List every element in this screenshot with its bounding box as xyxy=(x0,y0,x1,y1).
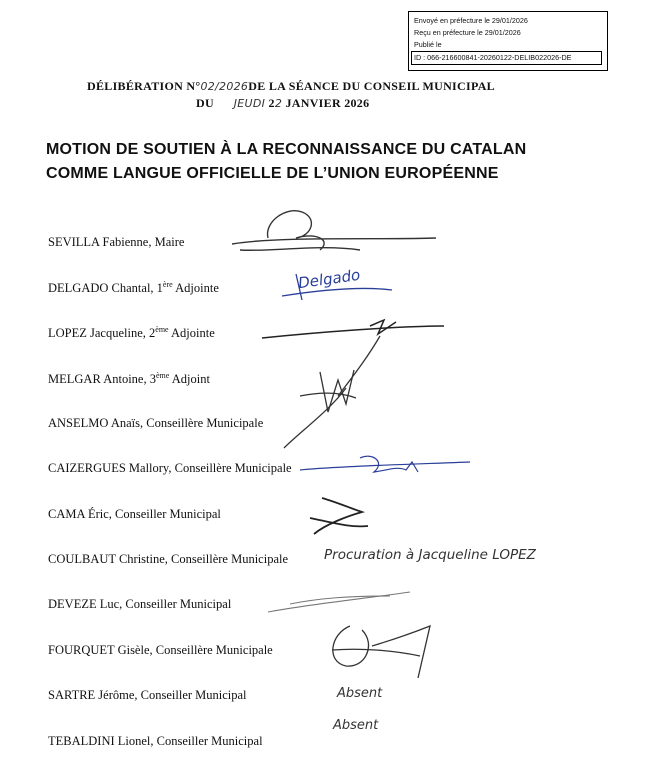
member-name: LOPEZ Jacqueline, 2 xyxy=(48,326,156,341)
signature-lopez xyxy=(262,320,444,338)
member-name: MELGAR Antoine, 3 xyxy=(48,372,156,387)
absent-sartre-note: Absent xyxy=(337,686,383,701)
member-name: DELGADO Chantal, 1 xyxy=(48,281,163,296)
signature-delgado xyxy=(282,274,392,300)
member-name: ANSELMO Anaïs, Conseillère Municipale xyxy=(48,416,264,430)
deliberation-day: JEUDI xyxy=(233,97,266,110)
member-ordinal: ème xyxy=(155,371,170,380)
member-name: TEBALDINI Lionel, Conseiller Municipal xyxy=(48,734,263,748)
deliberation-prefix: DÉLIBÉRATION N° xyxy=(87,79,201,93)
signature-caizergues xyxy=(300,456,470,472)
signature-sevilla xyxy=(232,211,436,251)
member-name: CAIZERGUES Mallory, Conseillère Municipale xyxy=(48,461,292,475)
signature-deveze xyxy=(268,592,410,612)
member-role: Adjoint xyxy=(169,372,210,387)
member-name: DEVEZE Luc, Conseiller Municipal xyxy=(48,597,232,611)
stamp-received: Reçu en préfecture le 29/01/2026 xyxy=(414,28,521,37)
member-role: Adjointe xyxy=(168,326,215,341)
signature-fourquet xyxy=(332,626,430,678)
member-name: CAMA Éric, Conseiller Municipal xyxy=(48,507,221,521)
stamp-published: Publié le xyxy=(414,40,442,49)
signature-cama xyxy=(310,498,368,534)
signature-melgar xyxy=(284,336,380,448)
deliberation-number: 02/2026 xyxy=(200,80,249,93)
absent-tebaldini-note: Absent xyxy=(333,718,379,733)
delgado-signature-text: Delgado xyxy=(297,265,362,293)
deliberation-middle: DE LA SÉANCE DU CONSEIL MUNICIPAL xyxy=(248,79,495,93)
deliberation-date-rest: 2 xyxy=(268,96,275,110)
deliberation-du: DU xyxy=(196,96,214,110)
motion-title-line1: MOTION DE SOUTIEN À LA RECONNAISSANCE DU CATALAN xyxy=(46,141,527,158)
member-name: FOURQUET Gisèle, Conseillère Municipale xyxy=(48,643,273,657)
deliberation-month-year: JANVIER 2026 xyxy=(285,96,370,110)
stamp-sent: Envoyé en préfecture le 29/01/2026 xyxy=(414,16,528,25)
deliberation-date-hw: 2 xyxy=(274,97,283,110)
procuration-note: Procuration à Jacqueline LOPEZ xyxy=(324,547,536,563)
member-ordinal: ère xyxy=(162,280,173,289)
member-ordinal: ème xyxy=(155,325,169,334)
member-name: COULBAUT Christine, Conseillère Municipale xyxy=(48,552,289,566)
member-name: SARTRE Jérôme, Conseiller Municipal xyxy=(48,688,247,702)
member-role: Adjointe xyxy=(172,281,219,296)
stamp-id: ID : 066-216600841-20260122-DELIB022026-DE xyxy=(411,51,602,65)
motion-title-line2: COMME LANGUE OFFICIELLE DE L’UNION EUROPÉENNE xyxy=(46,165,499,182)
member-name: SEVILLA Fabienne, Maire xyxy=(48,235,185,249)
